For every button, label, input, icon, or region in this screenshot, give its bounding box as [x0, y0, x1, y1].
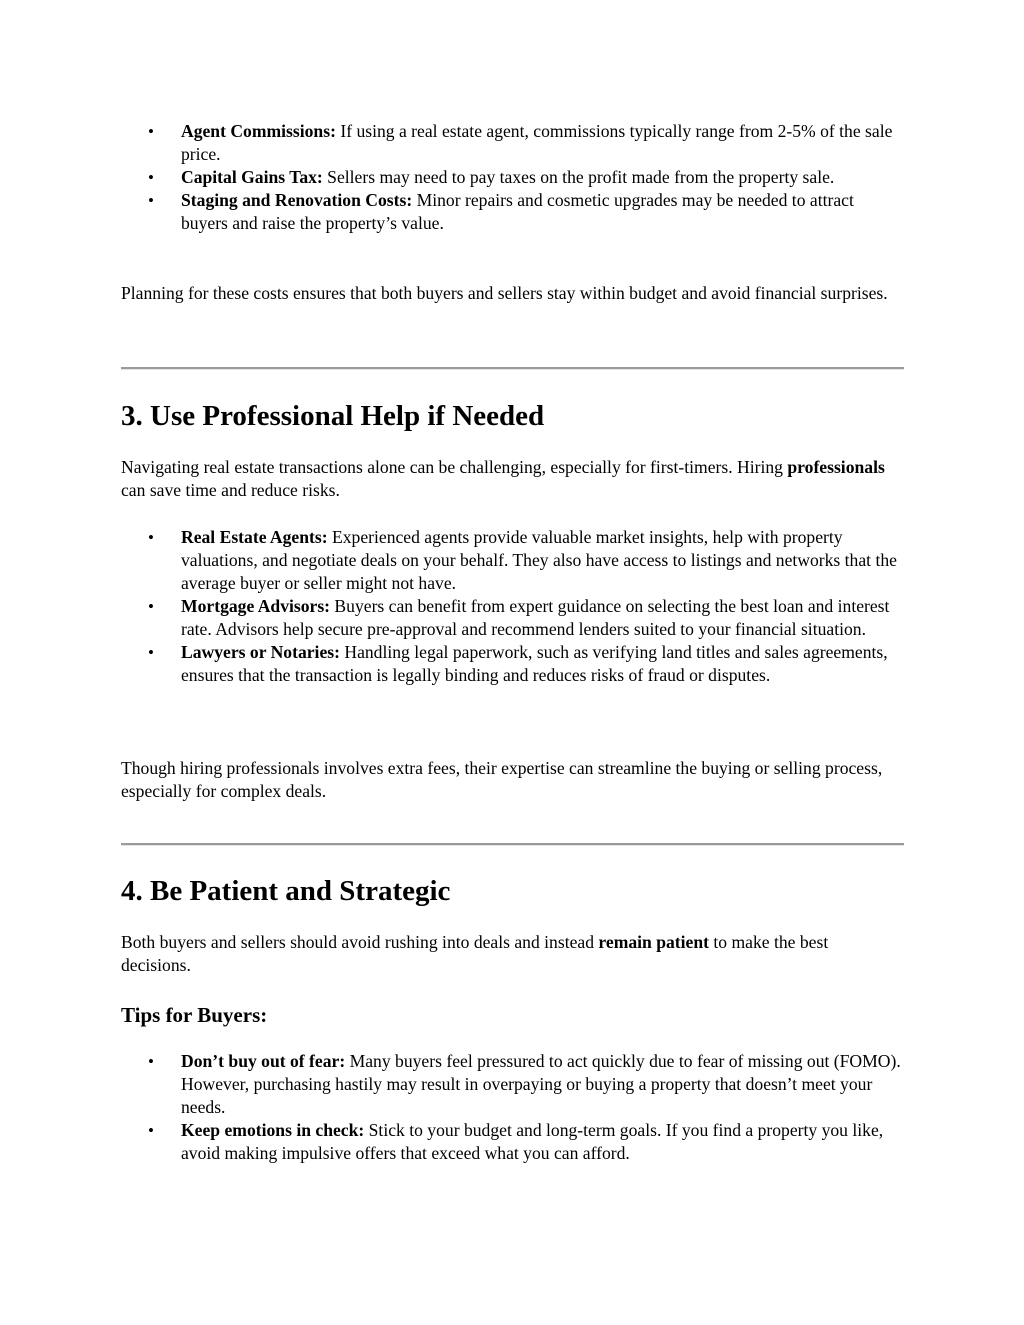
bullet-icon: •	[148, 1052, 154, 1071]
bullet-icon: •	[148, 643, 154, 662]
list-item	[121, 1050, 904, 1119]
list-item-text: Many buyers feel pressured to act quickly due to fear of missing out (FOMO). However, purchasing hastily may result in overpaying or buying a property that doesn’t meet your needs.	[181, 1051, 901, 1117]
horizontal-divider	[121, 843, 904, 846]
list-item-term: Agent Commissions:	[181, 121, 336, 141]
list-item-term: Lawyers or Notaries:	[181, 642, 340, 662]
list-item-text: Handling legal paperwork, such as verifying land titles and sales agreements, ensures that the transaction is legally binding and reduces risks of fraud or disputes.	[181, 642, 888, 685]
list-item-term: Real Estate Agents:	[181, 527, 328, 547]
section-summary: Though hiring professionals involves extra fees, their expertise can streamline the buying or selling process, especially for complex deals.	[121, 758, 883, 801]
list-item-term: Don’t buy out of fear:	[181, 1051, 346, 1071]
list-item-text: Buyers can benefit from expert guidance on selecting the best loan and interest rate. Advisors help secure pre-approval and recommend lenders suited to your financial situation.	[181, 596, 890, 639]
bullet-icon: •	[148, 1121, 154, 1140]
section-intro: Navigating real estate transactions alone can be challenging, especially for first-timers. Hiring professionals can save time and reduce risks.	[121, 457, 885, 500]
list-item-term: Capital Gains Tax:	[181, 167, 323, 187]
list-item	[121, 166, 904, 189]
section-intro: Both buyers and sellers should avoid rushing into deals and instead remain patient to make the best decisions.	[121, 932, 829, 975]
section-heading: 3. Use Professional Help if Needed	[121, 400, 545, 432]
bullet-icon: •	[148, 122, 154, 141]
list-item-text: Sellers may need to pay taxes on the profit made from the property sale.	[322, 167, 835, 187]
bullet-icon: •	[148, 528, 154, 547]
list-item-term: Keep emotions in check:	[181, 1120, 365, 1140]
buyer-tips-list	[121, 1050, 904, 1165]
bullet-icon: •	[148, 191, 154, 210]
list-item	[121, 120, 904, 166]
professionals-list	[121, 526, 904, 687]
costs-list	[121, 120, 904, 235]
list-item-term: Mortgage Advisors:	[181, 596, 331, 616]
bullet-icon: •	[148, 168, 154, 187]
list-item	[121, 595, 904, 641]
subsection-heading: Tips for Buyers:	[121, 1003, 268, 1027]
list-item-text: Minor repairs and cosmetic upgrades may be needed to attract buyers and raise the property’s value.	[181, 190, 854, 233]
list-item-term: Staging and Renovation Costs:	[181, 190, 413, 210]
list-item-text: Experienced agents provide valuable market insights, help with property valuations, and negotiate deals on your behalf. They also have access to listings and networks that the average buyer or seller might not have.	[181, 527, 897, 593]
list-item	[121, 526, 904, 595]
list-item	[121, 189, 904, 235]
list-item	[121, 641, 904, 687]
list-item	[121, 1119, 904, 1165]
list-item-text: Stick to your budget and long-term goals. If you find a property you like, avoid making impulsive offers that exceed what you can afford.	[181, 1120, 884, 1163]
section-heading: 4. Be Patient and Strategic	[121, 875, 451, 907]
list-item-text: If using a real estate agent, commissions typically range from 2-5% of the sale price.	[181, 121, 893, 164]
costs-summary: Planning for these costs ensures that both buyers and sellers stay within budget and avoid financial surprises.	[121, 283, 888, 303]
horizontal-divider	[121, 367, 904, 370]
bullet-icon: •	[148, 597, 154, 616]
